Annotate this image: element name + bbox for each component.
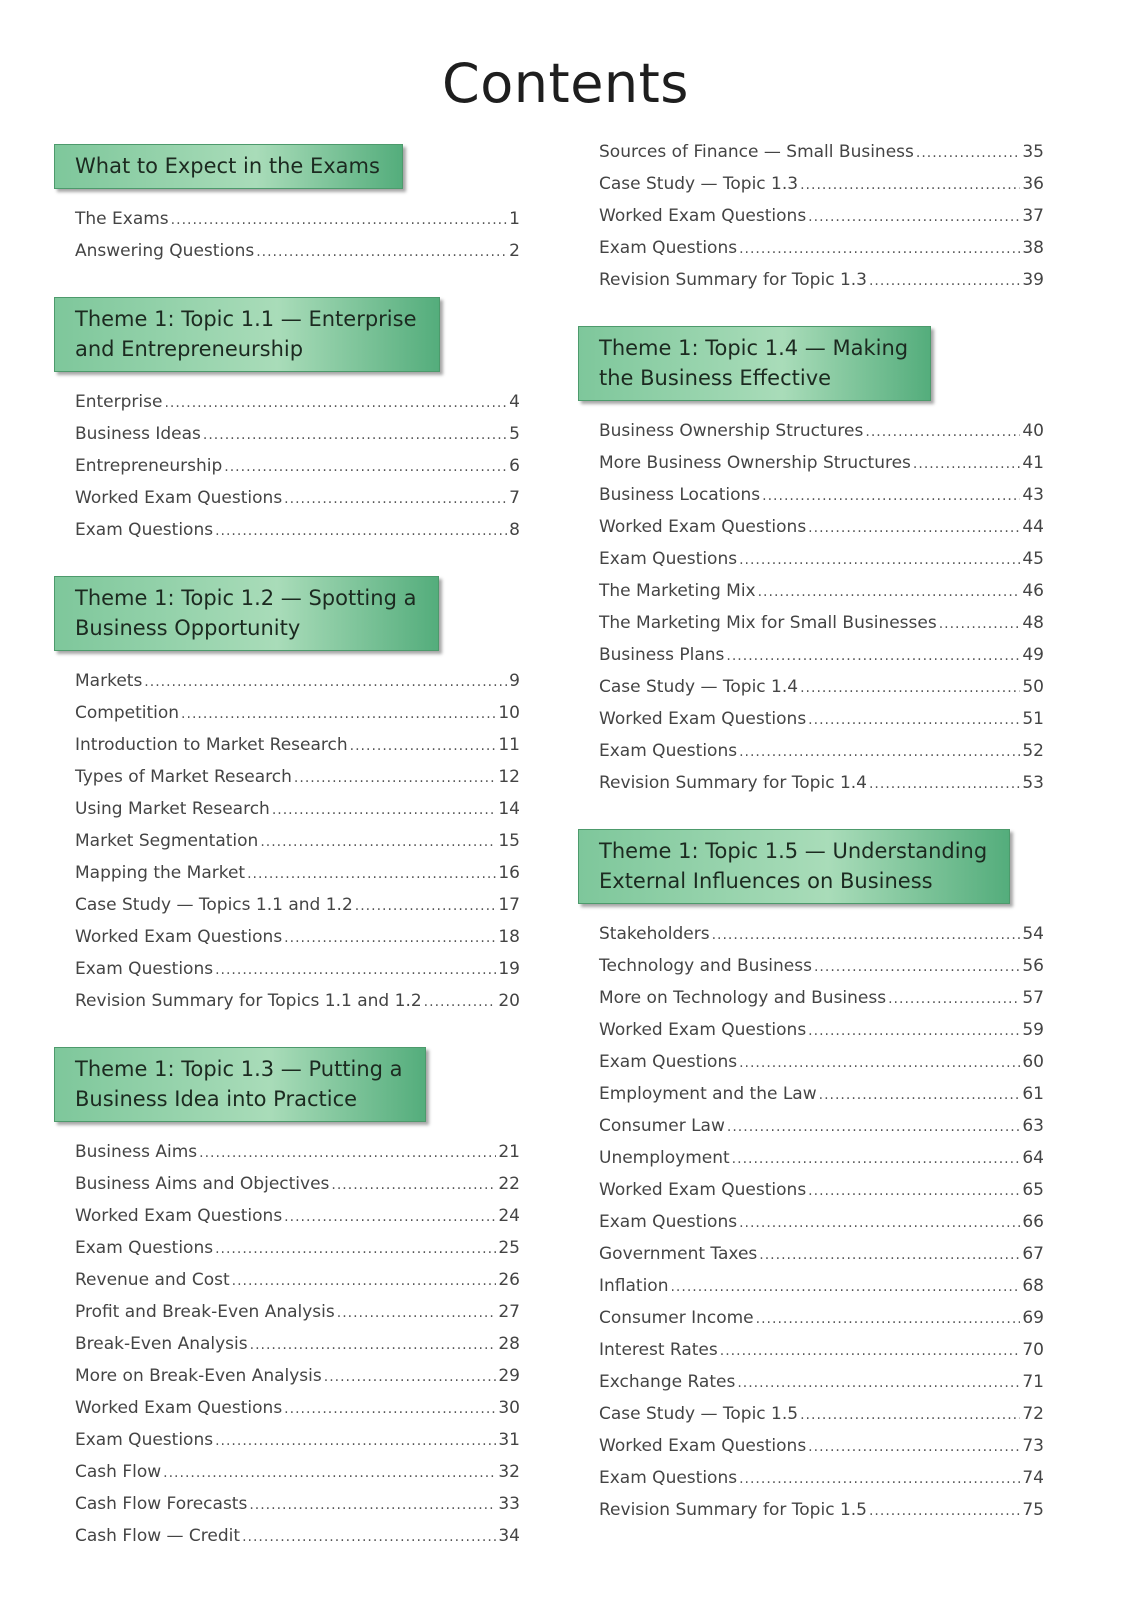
- contents-entry[interactable]: [578, 447, 1044, 479]
- entry-title: Business Locations: [599, 485, 761, 505]
- entry-page-number: 18: [498, 927, 520, 947]
- entry-title: Profit and Break-Even Analysis: [75, 1302, 335, 1322]
- section-heading: What to Expect in the Exams: [54, 144, 403, 189]
- contents-entry[interactable]: [578, 136, 1044, 168]
- entry-title: Case Study — Topics 1.1 and 1.2: [75, 895, 353, 915]
- entry-page-number: 1: [509, 209, 520, 229]
- contents-entry[interactable]: [54, 953, 520, 985]
- contents-entry[interactable]: [54, 482, 520, 514]
- dot-leader: [727, 1111, 1020, 1143]
- dot-leader: [247, 858, 496, 890]
- entry-title: The Exams: [75, 209, 169, 229]
- entry-title: Business Aims and Objectives: [75, 1174, 330, 1194]
- contents-entry[interactable]: [54, 761, 520, 793]
- entry-page-number: 41: [1022, 453, 1044, 473]
- entry-page-number: 57: [1022, 988, 1044, 1008]
- contents-entry[interactable]: [578, 1302, 1044, 1334]
- contents-entry[interactable]: [578, 543, 1044, 575]
- entry-page-number: 74: [1022, 1468, 1044, 1488]
- contents-entry[interactable]: [54, 1200, 520, 1232]
- dot-leader: [284, 483, 507, 515]
- dot-leader: [215, 1425, 496, 1457]
- contents-section: [54, 1047, 520, 1552]
- entry-title: Exchange Rates: [599, 1372, 736, 1392]
- entry-title: Revenue and Cost: [75, 1270, 230, 1290]
- entry-title: More on Break-Even Analysis: [75, 1366, 322, 1386]
- dot-leader: [756, 1303, 1021, 1335]
- dot-leader: [199, 1137, 496, 1169]
- dot-leader: [294, 762, 496, 794]
- dot-leader: [916, 137, 1020, 169]
- contents-entry[interactable]: [54, 1264, 520, 1296]
- contents-section: [578, 326, 1044, 799]
- dot-leader: [762, 480, 1020, 512]
- entry-title: Worked Exam Questions: [599, 206, 807, 226]
- dot-leader: [739, 1207, 1020, 1239]
- dot-leader: [808, 704, 1020, 736]
- dot-leader: [739, 233, 1020, 265]
- entry-page-number: 30: [498, 1398, 520, 1418]
- dot-leader: [171, 204, 508, 236]
- entry-page-number: 15: [498, 831, 520, 851]
- dot-leader: [250, 1329, 497, 1361]
- dot-leader: [232, 1265, 497, 1297]
- dot-leader: [808, 1015, 1020, 1047]
- dot-leader: [350, 730, 497, 762]
- entry-page-number: 4: [509, 392, 520, 412]
- dot-leader: [215, 515, 507, 547]
- entry-title: Consumer Law: [599, 1116, 725, 1136]
- entry-title: Worked Exam Questions: [75, 488, 283, 508]
- entry-page-number: 43: [1022, 485, 1044, 505]
- contents-entry[interactable]: [578, 415, 1044, 447]
- entry-page-number: 71: [1022, 1372, 1044, 1392]
- entry-title: Exam Questions: [75, 959, 214, 979]
- entry-title: Cash Flow: [75, 1462, 162, 1482]
- contents-entry[interactable]: [578, 1078, 1044, 1110]
- entry-page-number: 70: [1022, 1340, 1044, 1360]
- contents-entry[interactable]: [578, 511, 1044, 543]
- entry-title: Competition: [75, 703, 180, 723]
- entry-title: Worked Exam Questions: [75, 1206, 283, 1226]
- entry-page-number: 12: [498, 767, 520, 787]
- contents-entry[interactable]: [54, 1392, 520, 1424]
- dot-leader: [164, 387, 507, 419]
- dot-leader: [808, 201, 1020, 233]
- entry-page-number: 45: [1022, 549, 1044, 569]
- entry-title: Exam Questions: [599, 1052, 738, 1072]
- dot-leader: [800, 169, 1020, 201]
- entry-page-number: 54: [1022, 924, 1044, 944]
- entry-page-number: 6: [509, 456, 520, 476]
- entry-page-number: 19: [498, 959, 520, 979]
- contents-entry[interactable]: [578, 1014, 1044, 1046]
- contents-entry[interactable]: [54, 729, 520, 761]
- entry-page-number: 28: [498, 1334, 520, 1354]
- dot-leader: [331, 1169, 496, 1201]
- dot-leader: [337, 1297, 497, 1329]
- entry-title: Exam Questions: [599, 238, 738, 258]
- contents-entry-list: [54, 1136, 520, 1552]
- contents-entry[interactable]: [54, 1232, 520, 1264]
- contents-entry[interactable]: [578, 1142, 1044, 1174]
- dot-leader: [720, 1335, 1021, 1367]
- contents-entry[interactable]: [578, 735, 1044, 767]
- contents-entry[interactable]: [578, 1462, 1044, 1494]
- entry-page-number: 56: [1022, 956, 1044, 976]
- dot-leader: [260, 826, 496, 858]
- contents-section: [54, 144, 520, 267]
- contents-entry[interactable]: [54, 857, 520, 889]
- contents-entry[interactable]: [578, 982, 1044, 1014]
- dot-leader: [869, 768, 1020, 800]
- entry-page-number: 5: [509, 424, 520, 444]
- dot-leader: [869, 265, 1020, 297]
- dot-leader: [939, 608, 1021, 640]
- entry-title: Mapping the Market: [75, 863, 246, 883]
- entry-title: Exam Questions: [75, 1238, 214, 1258]
- contents-entry[interactable]: [578, 575, 1044, 607]
- entry-title: Exam Questions: [599, 741, 738, 761]
- contents-entry[interactable]: [578, 1046, 1044, 1078]
- contents-entry[interactable]: [578, 918, 1044, 950]
- entry-title: Markets: [75, 671, 143, 691]
- entry-page-number: 73: [1022, 1436, 1044, 1456]
- contents-entry[interactable]: [54, 1520, 520, 1552]
- entry-page-number: 21: [498, 1142, 520, 1162]
- entry-title: Worked Exam Questions: [599, 1436, 807, 1456]
- contents-entry[interactable]: [578, 200, 1044, 232]
- page-title: Contents: [442, 52, 689, 115]
- contents-section: [54, 576, 520, 1017]
- contents-entry[interactable]: [578, 479, 1044, 511]
- entry-page-number: 50: [1022, 677, 1044, 697]
- entry-title: Market Segmentation: [75, 831, 259, 851]
- entry-page-number: 25: [498, 1238, 520, 1258]
- contents-entry[interactable]: [54, 889, 520, 921]
- dot-leader: [163, 1457, 496, 1489]
- contents-entry[interactable]: [54, 450, 520, 482]
- entry-page-number: 52: [1022, 741, 1044, 761]
- contents-entry[interactable]: [54, 825, 520, 857]
- entry-page-number: 53: [1022, 773, 1044, 793]
- contents-entry[interactable]: [54, 665, 520, 697]
- entry-title: Worked Exam Questions: [599, 517, 807, 537]
- entry-title: Cash Flow — Credit: [75, 1526, 241, 1546]
- contents-section: [578, 829, 1044, 1526]
- entry-title: Cash Flow Forecasts: [75, 1494, 248, 1514]
- dot-leader: [284, 922, 496, 954]
- entry-page-number: 26: [498, 1270, 520, 1290]
- entry-page-number: 64: [1022, 1148, 1044, 1168]
- dot-leader: [284, 1201, 496, 1233]
- dot-leader: [256, 236, 507, 268]
- entry-title: Case Study — Topic 1.5: [599, 1404, 799, 1424]
- contents-entry[interactable]: [54, 1168, 520, 1200]
- entry-page-number: 14: [498, 799, 520, 819]
- contents-entry[interactable]: [54, 1488, 520, 1520]
- contents-entry[interactable]: [578, 1206, 1044, 1238]
- entry-page-number: 46: [1022, 581, 1044, 601]
- contents-entry-list: [54, 203, 520, 267]
- dot-leader: [808, 1175, 1020, 1207]
- entry-title: Using Market Research: [75, 799, 270, 819]
- contents-entry[interactable]: [54, 697, 520, 729]
- entry-page-number: 75: [1022, 1500, 1044, 1520]
- dot-leader: [670, 1271, 1020, 1303]
- entry-title: Exam Questions: [599, 1468, 738, 1488]
- entry-page-number: 20: [498, 991, 520, 1011]
- entry-page-number: 8: [509, 520, 520, 540]
- contents-entry[interactable]: [54, 203, 520, 235]
- dot-leader: [739, 736, 1020, 768]
- entry-title: Government Taxes: [599, 1244, 758, 1264]
- entry-title: Types of Market Research: [75, 767, 292, 787]
- entry-title: More on Technology and Business: [599, 988, 887, 1008]
- entry-title: Revision Summary for Topic 1.3: [599, 270, 867, 290]
- entry-title: Answering Questions: [75, 241, 255, 261]
- entry-page-number: 48: [1022, 613, 1044, 633]
- section-heading: Theme 1: Topic 1.1 — Enterprise and Entrepreneurship: [54, 297, 440, 372]
- dot-leader: [732, 1143, 1021, 1175]
- dot-leader: [712, 919, 1021, 951]
- dot-leader: [739, 1047, 1020, 1079]
- entry-page-number: 37: [1022, 206, 1044, 226]
- entry-title: Entrepreneurship: [75, 456, 223, 476]
- entry-page-number: 61: [1022, 1084, 1044, 1104]
- contents-entry[interactable]: [54, 235, 520, 267]
- entry-page-number: 24: [498, 1206, 520, 1226]
- dot-leader: [215, 954, 496, 986]
- entry-page-number: 63: [1022, 1116, 1044, 1136]
- entry-page-number: 33: [498, 1494, 520, 1514]
- entry-page-number: 72: [1022, 1404, 1044, 1424]
- dot-leader: [272, 794, 497, 826]
- entry-title: Case Study — Topic 1.4: [599, 677, 799, 697]
- contents-entry[interactable]: [578, 607, 1044, 639]
- entry-title: Revision Summary for Topics 1.1 and 1.2: [75, 991, 422, 1011]
- entry-title: More Business Ownership Structures: [599, 453, 911, 473]
- entry-title: Business Ownership Structures: [599, 421, 864, 441]
- entry-title: Exam Questions: [599, 549, 738, 569]
- entry-page-number: 22: [498, 1174, 520, 1194]
- entry-title: Worked Exam Questions: [75, 1398, 283, 1418]
- dot-leader: [869, 1495, 1020, 1527]
- contents-entry[interactable]: [578, 232, 1044, 264]
- contents-entry[interactable]: [578, 671, 1044, 703]
- entry-page-number: 35: [1022, 142, 1044, 162]
- dot-leader: [913, 448, 1020, 480]
- contents-entry[interactable]: [578, 950, 1044, 982]
- contents-section: [54, 297, 520, 546]
- entry-page-number: 11: [498, 735, 520, 755]
- entry-page-number: 34: [498, 1526, 520, 1546]
- dot-leader: [424, 986, 497, 1018]
- dot-leader: [242, 1521, 496, 1553]
- contents-entry[interactable]: [578, 1430, 1044, 1462]
- dot-leader: [737, 1367, 1020, 1399]
- entry-title: Inflation: [599, 1276, 669, 1296]
- dot-leader: [284, 1393, 496, 1425]
- section-heading: Theme 1: Topic 1.2 — Spotting a Business Opportunity: [54, 576, 439, 651]
- entry-title: Stakeholders: [599, 924, 710, 944]
- dot-leader: [800, 672, 1020, 704]
- entry-title: The Marketing Mix: [599, 581, 756, 601]
- dot-leader: [215, 1233, 496, 1265]
- entry-page-number: 2: [509, 241, 520, 261]
- dot-leader: [865, 416, 1020, 448]
- contents-entry[interactable]: [578, 1494, 1044, 1526]
- entry-title: Worked Exam Questions: [599, 1020, 807, 1040]
- entry-page-number: 67: [1022, 1244, 1044, 1264]
- entry-page-number: 16: [498, 863, 520, 883]
- entry-title: Exam Questions: [75, 1430, 214, 1450]
- contents-entry[interactable]: [578, 1238, 1044, 1270]
- entry-title: The Marketing Mix for Small Businesses: [599, 613, 937, 633]
- contents-entry[interactable]: [578, 264, 1044, 296]
- section-heading: Theme 1: Topic 1.4 — Making the Business Effective: [578, 326, 931, 401]
- contents-entry[interactable]: [54, 1456, 520, 1488]
- entry-page-number: 36: [1022, 174, 1044, 194]
- entry-page-number: 10: [498, 703, 520, 723]
- dot-leader: [758, 576, 1021, 608]
- entry-title: Unemployment: [599, 1148, 730, 1168]
- entry-title: Consumer Income: [599, 1308, 754, 1328]
- entry-title: Introduction to Market Research: [75, 735, 348, 755]
- dot-leader: [726, 640, 1020, 672]
- contents-entry[interactable]: [578, 1110, 1044, 1142]
- contents-entry-list: [578, 918, 1044, 1526]
- dot-leader: [355, 890, 497, 922]
- entry-title: Business Ideas: [75, 424, 201, 444]
- dot-leader: [739, 1463, 1020, 1495]
- contents-entry[interactable]: [54, 514, 520, 546]
- entry-page-number: 38: [1022, 238, 1044, 258]
- dot-leader: [181, 698, 496, 730]
- entry-page-number: 7: [509, 488, 520, 508]
- contents-entry[interactable]: [54, 1328, 520, 1360]
- entry-title: Worked Exam Questions: [599, 709, 807, 729]
- dot-leader: [808, 1431, 1020, 1463]
- entry-page-number: 51: [1022, 709, 1044, 729]
- entry-page-number: 39: [1022, 270, 1044, 290]
- contents-entry[interactable]: [54, 1360, 520, 1392]
- dot-leader: [800, 1399, 1020, 1431]
- contents-entry-list: [578, 415, 1044, 799]
- entry-title: Technology and Business: [599, 956, 812, 976]
- contents-entry[interactable]: [54, 418, 520, 450]
- section-heading: Theme 1: Topic 1.5 — Understanding External Influences on Business: [578, 829, 1010, 904]
- entry-title: Worked Exam Questions: [599, 1180, 807, 1200]
- entry-title: Enterprise: [75, 392, 163, 412]
- contents-right-column: [578, 136, 1044, 1556]
- dot-leader: [759, 1239, 1020, 1271]
- section-heading: Theme 1: Topic 1.3 — Putting a Business Idea into Practice: [54, 1047, 426, 1122]
- entry-page-number: 59: [1022, 1020, 1044, 1040]
- entry-title: Interest Rates: [599, 1340, 718, 1360]
- entry-title: Business Aims: [75, 1142, 198, 1162]
- entry-title: Employment and the Law: [599, 1084, 817, 1104]
- entry-page-number: 49: [1022, 645, 1044, 665]
- contents-entry[interactable]: [578, 703, 1044, 735]
- entry-title: Case Study — Topic 1.3: [599, 174, 799, 194]
- contents-entry[interactable]: [54, 985, 520, 1017]
- entry-page-number: 68: [1022, 1276, 1044, 1296]
- entry-title: Break-Even Analysis: [75, 1334, 248, 1354]
- entry-title: Revision Summary for Topic 1.4: [599, 773, 867, 793]
- contents-entry[interactable]: [54, 386, 520, 418]
- entry-title: Revision Summary for Topic 1.5: [599, 1500, 867, 1520]
- contents-section: [578, 136, 1044, 296]
- entry-page-number: 69: [1022, 1308, 1044, 1328]
- entry-title: Exam Questions: [599, 1212, 738, 1232]
- entry-page-number: 44: [1022, 517, 1044, 537]
- entry-title: Business Plans: [599, 645, 725, 665]
- entry-page-number: 40: [1022, 421, 1044, 441]
- contents-left-column: [54, 144, 520, 1582]
- contents-entry[interactable]: [578, 639, 1044, 671]
- contents-entry-list: [54, 386, 520, 546]
- dot-leader: [203, 419, 507, 451]
- contents-entry[interactable]: [54, 793, 520, 825]
- entry-page-number: 9: [509, 671, 520, 691]
- dot-leader: [739, 544, 1020, 576]
- dot-leader: [224, 451, 507, 483]
- dot-leader: [814, 951, 1020, 983]
- contents-entry-list: [578, 136, 1044, 296]
- entry-title: Sources of Finance — Small Business: [599, 142, 914, 162]
- dot-leader: [144, 666, 507, 698]
- contents-entry[interactable]: [578, 168, 1044, 200]
- contents-entry[interactable]: [578, 767, 1044, 799]
- entry-page-number: 27: [498, 1302, 520, 1322]
- entry-page-number: 32: [498, 1462, 520, 1482]
- contents-entry[interactable]: [54, 1296, 520, 1328]
- contents-entry[interactable]: [578, 1270, 1044, 1302]
- entry-title: Exam Questions: [75, 520, 214, 540]
- entry-page-number: 66: [1022, 1212, 1044, 1232]
- entry-page-number: 17: [498, 895, 520, 915]
- entry-page-number: 60: [1022, 1052, 1044, 1072]
- entry-page-number: 65: [1022, 1180, 1044, 1200]
- contents-entry[interactable]: [578, 1334, 1044, 1366]
- contents-entry[interactable]: [578, 1174, 1044, 1206]
- entry-page-number: 29: [498, 1366, 520, 1386]
- entry-page-number: 31: [498, 1430, 520, 1450]
- contents-entry[interactable]: [54, 1136, 520, 1168]
- dot-leader: [324, 1361, 497, 1393]
- entry-title: Worked Exam Questions: [75, 927, 283, 947]
- contents-entry[interactable]: [578, 1366, 1044, 1398]
- contents-entry-list: [54, 665, 520, 1017]
- contents-entry[interactable]: [54, 1424, 520, 1456]
- contents-entry[interactable]: [578, 1398, 1044, 1430]
- dot-leader: [808, 512, 1020, 544]
- contents-entry[interactable]: [54, 921, 520, 953]
- dot-leader: [888, 983, 1020, 1015]
- dot-leader: [819, 1079, 1021, 1111]
- dot-leader: [249, 1489, 496, 1521]
